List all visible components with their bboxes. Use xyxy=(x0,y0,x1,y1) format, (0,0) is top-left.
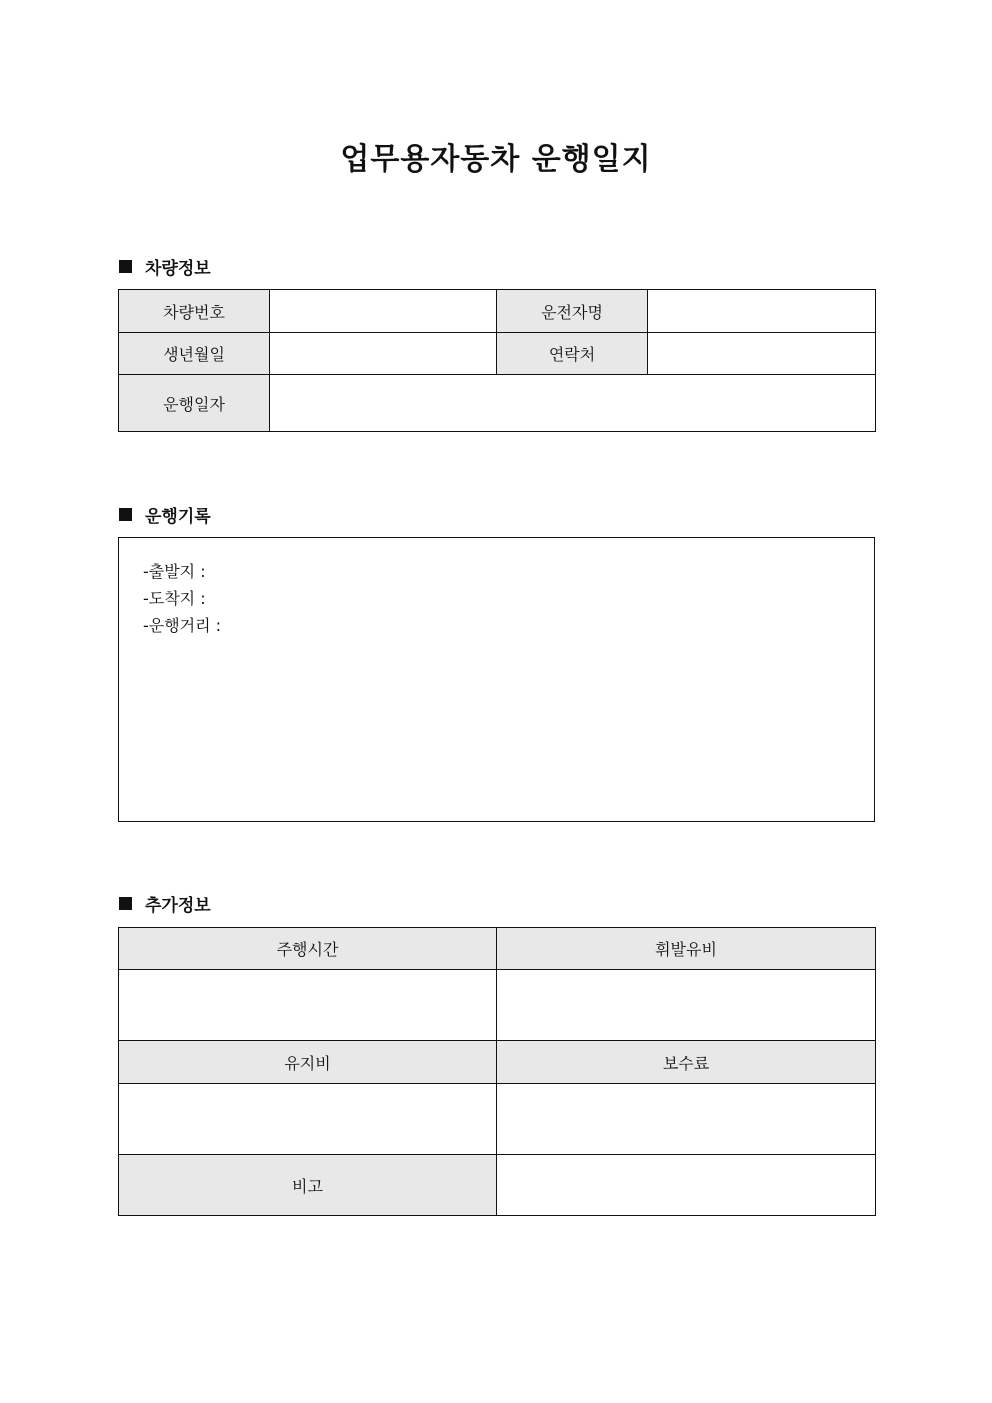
section-heading-operation-record xyxy=(119,502,211,527)
black-square-icon xyxy=(119,508,132,521)
vehicle-info-table xyxy=(118,289,876,432)
label-fuel-cost: 휘발유비 xyxy=(497,928,876,970)
section-heading-label: 운행기록 xyxy=(145,507,211,527)
field-maintenance-cost[interactable] xyxy=(119,1084,497,1155)
field-operation-date[interactable] xyxy=(270,375,876,432)
label-vehicle-number: 차량번호 xyxy=(119,290,270,333)
label-driver-name: 운전자명 xyxy=(497,290,648,333)
field-remarks[interactable] xyxy=(497,1155,876,1216)
label-maintenance-cost: 유지비 xyxy=(119,1041,497,1084)
field-vehicle-number[interactable] xyxy=(270,290,497,333)
black-square-icon xyxy=(119,897,132,910)
field-driving-time[interactable] xyxy=(119,970,497,1041)
label-contact: 연락처 xyxy=(497,333,648,375)
record-line-departure: -출발지 : xyxy=(143,562,206,581)
additional-info-table xyxy=(118,927,876,1216)
document-title: 업무용자동차 운행일지 xyxy=(340,142,652,177)
field-contact[interactable] xyxy=(648,333,876,375)
section-heading-additional-info xyxy=(119,891,211,916)
section-heading-label: 추가정보 xyxy=(145,896,211,916)
record-line-arrival: -도착지 : xyxy=(143,589,206,608)
label-repair-fee: 보수료 xyxy=(497,1041,876,1084)
operation-record-box[interactable] xyxy=(118,537,875,822)
label-remarks: 비고 xyxy=(119,1155,497,1216)
record-line-distance: -운행거리 : xyxy=(143,616,222,635)
field-birth-date[interactable] xyxy=(270,333,497,375)
label-operation-date: 운행일자 xyxy=(119,375,270,432)
label-driving-time: 주행시간 xyxy=(119,928,497,970)
field-driver-name[interactable] xyxy=(648,290,876,333)
field-fuel-cost[interactable] xyxy=(497,970,876,1041)
section-heading-vehicle-info xyxy=(119,254,211,279)
field-repair-fee[interactable] xyxy=(497,1084,876,1155)
label-birth-date: 생년월일 xyxy=(119,333,270,375)
section-heading-label: 차량정보 xyxy=(145,259,211,279)
black-square-icon xyxy=(119,260,132,273)
